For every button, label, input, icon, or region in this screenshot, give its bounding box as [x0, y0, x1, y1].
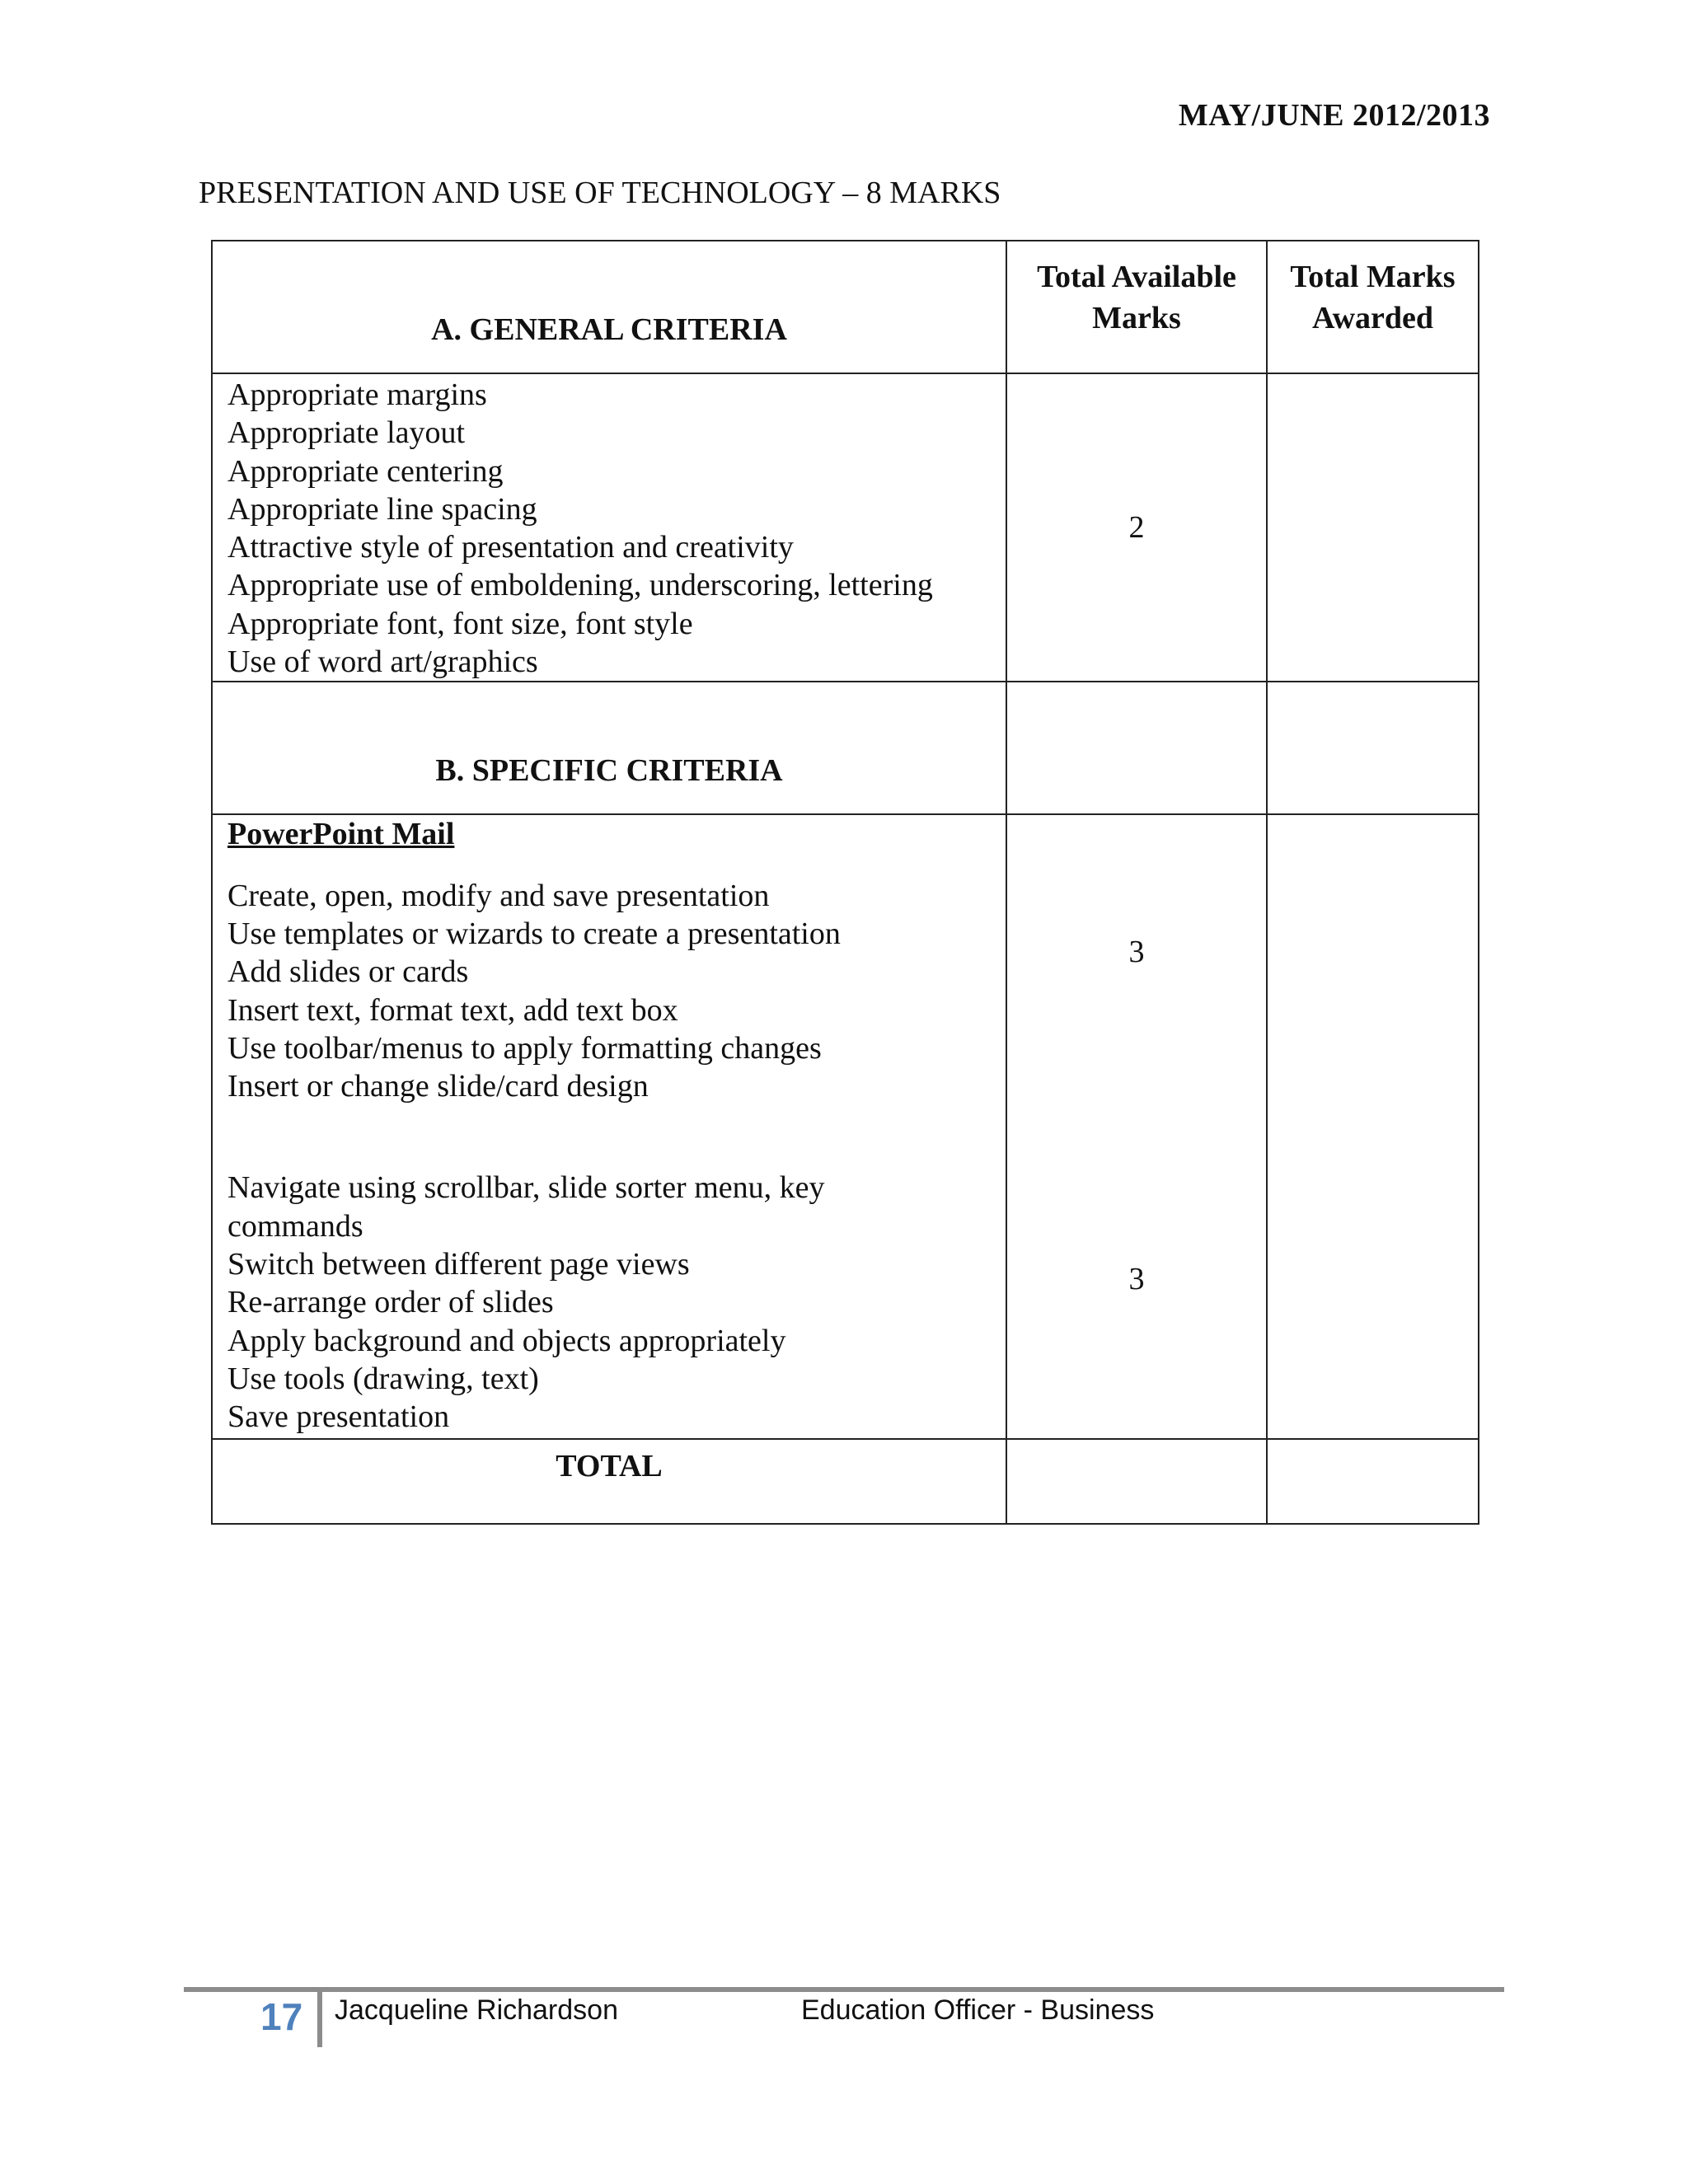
specific-criteria-header: B. SPECIFIC CRITERIA [212, 682, 1006, 814]
list-item: Use of word art/graphics [227, 644, 538, 680]
specific-group-2 [227, 1169, 1006, 1436]
specific-group-1 [227, 877, 1006, 1106]
specific-group-1-marks: 3 [1128, 935, 1145, 970]
total-row [212, 1439, 1479, 1524]
list-item: Switch between different page views [227, 1247, 690, 1282]
total-awarded-cell[interactable] [1267, 1439, 1479, 1524]
total-label: TOTAL [212, 1439, 1006, 1524]
footer-role: Education Officer - Business [801, 1994, 1155, 2026]
specific-header-available-cell [1006, 682, 1267, 814]
general-awarded-marks-cell[interactable] [1267, 373, 1479, 682]
total-available-cell [1006, 1439, 1267, 1524]
list-item: Appropriate margins [227, 377, 487, 412]
general-available-marks: 2 [1006, 373, 1267, 682]
list-item: Appropriate layout [227, 415, 466, 451]
list-item: Insert text, format text, add text box [227, 992, 678, 1028]
footer-separator [317, 1992, 322, 2047]
general-criteria-header: A. GENERAL CRITERIA [212, 241, 1006, 373]
total-available-marks-label: Total Available Marks [1037, 260, 1236, 335]
table-header-row [212, 241, 1479, 373]
list-item: Use toolbar/menus to apply formatting changes [227, 1030, 822, 1066]
list-item: Appropriate font, font size, font style [227, 606, 693, 641]
list-item: Use tools (drawing, text) [227, 1361, 539, 1396]
total-available-marks-header [1006, 241, 1267, 373]
list-item: Create, open, modify and save presentation [227, 878, 770, 913]
page-number: 17 [260, 1995, 303, 2038]
list-item: commands [227, 1208, 363, 1244]
total-marks-awarded-label: Total Marks Awarded [1290, 260, 1456, 335]
list-item: Attractive style of presentation and creativity [227, 530, 794, 565]
specific-header-awarded-cell [1267, 682, 1479, 814]
list-item: Navigate using scrollbar, slide sorter menu, key [227, 1170, 825, 1206]
list-item: Save presentation [227, 1399, 450, 1435]
specific-available-marks [1006, 814, 1267, 1439]
powerpoint-mail-subheading: PowerPoint Mail [227, 817, 455, 852]
specific-criteria-row [212, 814, 1479, 1439]
list-item: Re-arrange order of slides [227, 1285, 554, 1320]
list-item: Appropriate line spacing [227, 491, 537, 527]
list-item: Insert or change slide/card design [227, 1069, 649, 1104]
list-item: Use templates or wizards to create a presentation [227, 916, 841, 951]
footer-author: Jacqueline Richardson [335, 1994, 618, 2026]
specific-criteria-list [212, 814, 1006, 1439]
section-heading: PRESENTATION AND USE OF TECHNOLOGY – 8 MARKS [199, 176, 1001, 210]
list-item: Apply background and objects appropriately [227, 1323, 786, 1358]
specific-group-2-marks: 3 [1128, 1262, 1145, 1297]
total-marks-awarded-header [1267, 241, 1479, 373]
marking-rubric-table [211, 240, 1479, 1525]
list-item: Appropriate centering [227, 453, 504, 489]
footer-divider [184, 1987, 1504, 1992]
specific-awarded-marks-cell[interactable] [1267, 814, 1479, 1439]
general-criteria-list [212, 373, 1006, 682]
general-criteria-row [212, 373, 1479, 682]
list-item: Appropriate use of emboldening, underscoring, lettering [227, 568, 933, 603]
specific-criteria-header-row [212, 682, 1479, 814]
list-item: Add slides or cards [227, 954, 469, 990]
page-header-date: MAY/JUNE 2012/2013 [1178, 98, 1490, 133]
